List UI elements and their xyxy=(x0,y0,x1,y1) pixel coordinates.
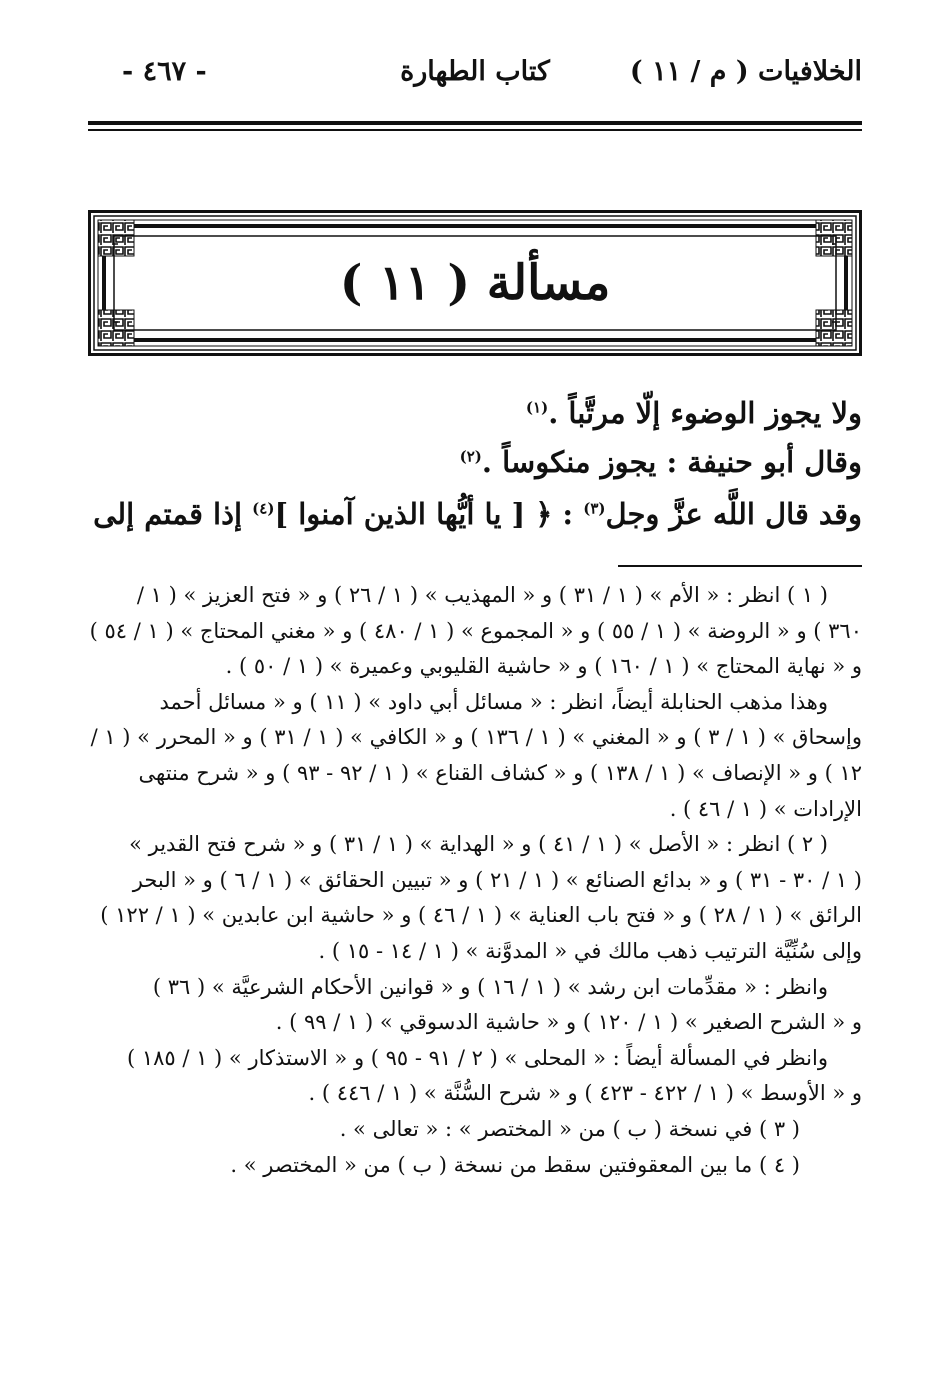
footnote-line: وإسحاق » ( ١ / ٣ ) و « المغني » ( ١ / ١٣٦ ) و « الكافي » ( ١ / ٣١ ) و « المحرر » ( ١ / xyxy=(90,725,862,750)
footnote-ref-4: (٤) xyxy=(252,499,275,518)
footnote-line: ( ٤ ) ما بين المعقوفتين سقط من نسخة ( ب ) من « المختصر » . xyxy=(230,1152,800,1177)
text-line-3 xyxy=(88,488,862,540)
line3-text-a: وقد قال اللَّه عزَّ وجل xyxy=(605,497,862,531)
footnote-line: و « الشرح الصغير » ( ١ / ١٢٠ ) و « حاشية الدسوقي » ( ١ / ٩٩ ) . xyxy=(275,1010,862,1035)
page-number: - ٤٦٧ - xyxy=(122,56,207,87)
running-header xyxy=(88,52,862,102)
ornamental-title-frame xyxy=(88,210,862,356)
footnote-line: و « نهاية المحتاج » ( ١ / ١٦٠ ) و « حاشية القليوبي وعميرة » ( ١ / ٥٠ ) . xyxy=(225,654,862,679)
line3-text-b: : ﴿ [ يا أيُّها الذين آمنوا ] xyxy=(274,497,584,531)
header-rule-thick xyxy=(88,121,862,125)
line3-text-c: إذا قمتم إلى xyxy=(93,497,253,531)
line2-text: وقال أبو حنيفة : يجوز منكوساً . xyxy=(481,445,862,479)
footnote-line: ( ١ ) انظر : « الأم » ( ١ / ٣١ ) و « المهذيب » ( ١ / ٢٦ ) و « فتح العزيز » ( ١ / xyxy=(136,583,828,607)
line1-text: ولا يجوز الوضوء إلّا مرتَّباً . xyxy=(548,396,862,430)
footnote-line: الرائق » ( ١ / ٢٨ ) و « فتح باب العناية » ( ١ / ٤٦ ) و « حاشية ابن عابدين » ( ١ / ١٢٢ ) xyxy=(100,903,862,928)
footnote-line: و « الأوسط » ( ١ / ٤٢٢ - ٤٢٣ ) و « شرح السُّنَّة » ( ١ / ٤٤٦ ) . xyxy=(308,1081,862,1106)
header-book-title: كتاب الطهارة xyxy=(400,56,550,87)
footnote-line: ١٢ ) و « الإنصاف » ( ١ / ١٣٨ ) و « كشاف القناع » ( ١ / ٩٢ - ٩٣ ) و « شرح منتهى xyxy=(138,760,862,785)
text-line-1 xyxy=(88,390,862,436)
issue-title: مسألة ( ١١ ) xyxy=(339,255,611,311)
footnote-line: وانظر في المسألة أيضاً : « المحلى » ( ٢ / ٩١ - ٩٥ ) و « الاستذكار » ( ١ / ١٨٥ ) xyxy=(126,1045,828,1070)
footnote-line: وهذا مذهب الحنابلة أيضاً، انظر : « مسائل أبي داود » ( ١١ ) و « مسائل أحمد xyxy=(159,689,828,714)
footnote-separator xyxy=(618,565,862,567)
footnote-line: الإرادات » ( ١ / ٤٦ ) . xyxy=(669,796,862,821)
footnotes xyxy=(88,578,862,1183)
footnote-line: ( ٣ ) في نسخة ( ب ) من « المختصر » : « تعالى » . xyxy=(339,1116,800,1141)
footnote-ref-2: (٢) xyxy=(459,447,482,466)
text-line-2 xyxy=(88,436,862,488)
header-rule-thin xyxy=(88,129,862,131)
footnote-ref-1: (١) xyxy=(525,398,549,417)
footnote-line: وإلى سُنِّيَّة الترتيب ذهب مالك في « المدوَّنة » ( ١ / ١٤ - ١٥ ) . xyxy=(318,938,862,963)
header-section: الخلافيات ( م / ١١ ) xyxy=(629,56,862,87)
main-text xyxy=(88,388,862,540)
footnote-line: ( ٢ ) انظر : « الأصل » ( ١ / ٤١ ) و « الهداية » ( ١ / ٣١ ) و « شرح فتح القدير » xyxy=(129,832,828,857)
footnote-line: وانظر : « مقدِّمات ابن رشد » ( ١ / ١٦ ) و « قوانين الأحكام الشرعيَّة » ( ٣٦ ) xyxy=(152,974,828,999)
footnote-ref-3: (٣) xyxy=(583,499,606,518)
footnote-line: ٣٦٠ ) و « الروضة » ( ١ / ٥٥ ) و « المجموع » ( ١ / ٤٨٠ ) و « مغني المحتاج » ( ١ / ٥٤ ) xyxy=(89,618,862,643)
footnote-line: ( ١ / ٣٠ - ٣١ ) و « بدائع الصنائع » ( ١ / ٢١ ) و « تبيين الحقائق » ( ١ / ٦ ) و « البحر xyxy=(132,867,862,892)
